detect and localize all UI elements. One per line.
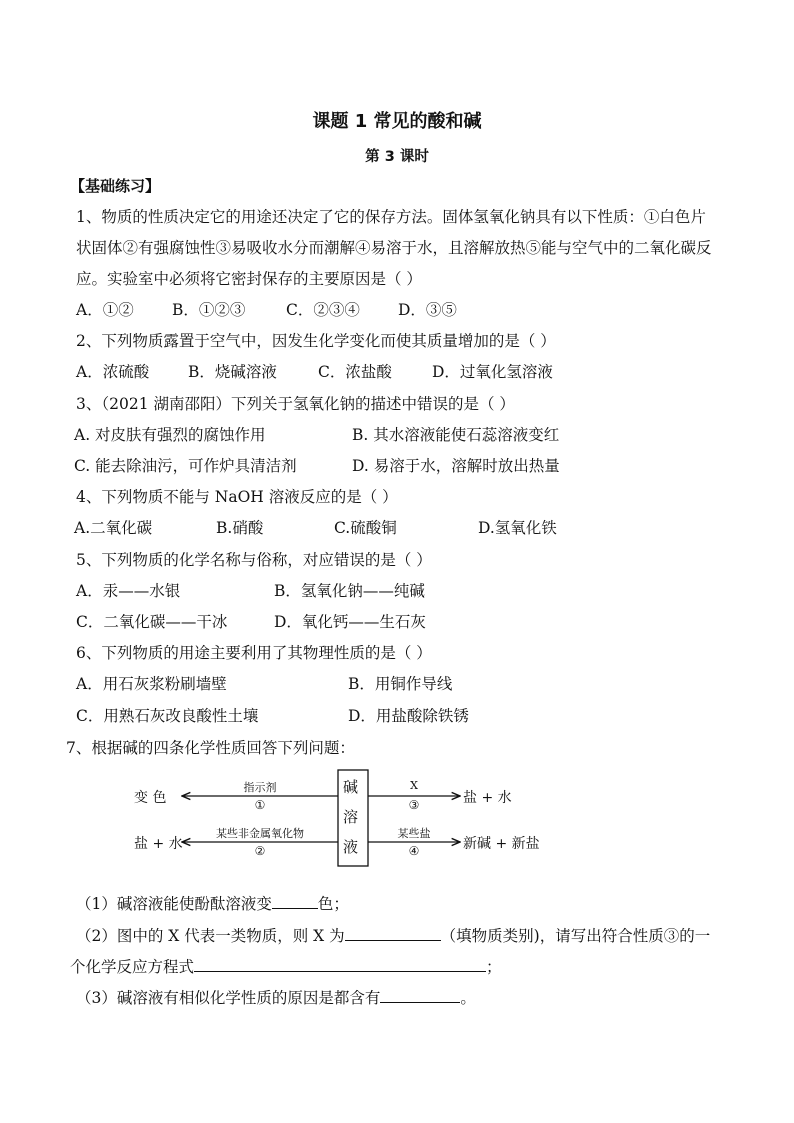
arrow-4-label: 某些盐 xyxy=(397,827,431,840)
arrow-4-number: ④ xyxy=(408,844,420,858)
section-heading: 【基础练习】 xyxy=(70,177,161,195)
q4-option-c: C.硫酸铜 xyxy=(334,519,397,537)
q7-sub1-blank[interactable] xyxy=(272,892,318,909)
q5-option-b: B．氢氧化钠——纯碱 xyxy=(274,582,425,600)
q1-option-a: A．①② xyxy=(76,301,134,319)
q1-stem-line1: 1、物质的性质决定它的用途还决定了它的保存方法。固体氢氧化钠具有以下性质：①白色片 xyxy=(76,208,706,226)
q6-option-b: B．用铜作导线 xyxy=(348,675,453,693)
q3-option-a: A. 对皮肤有强烈的腐蚀作用 xyxy=(74,426,266,444)
q7-sub3-text: （3）碱溶液有相似化学性质的原因是都含有 xyxy=(76,989,381,1007)
q7-sub2-line2-text: 个化学反应方程式 xyxy=(70,958,195,976)
lesson-subtitle: 第 3 课时 xyxy=(365,149,429,165)
q3-option-d: D. 易溶于水，溶解时放出热量 xyxy=(352,457,560,475)
q7-sub3-blank[interactable] xyxy=(380,986,460,1003)
q7-sub2-end: ； xyxy=(486,958,502,976)
center-char-1: 碱 xyxy=(343,778,359,796)
q7-sub2-text-mid: （填物质类别)，请写出符合性质③的一 xyxy=(440,927,711,945)
arrow-2-label: 某些非金属氧化物 xyxy=(216,827,304,840)
q7-sub1 xyxy=(76,892,349,914)
q5-option-a: A．汞——水银 xyxy=(76,582,181,600)
q5-option-d: D．氧化钙——生石灰 xyxy=(274,613,426,631)
q1-option-d: D．③⑤ xyxy=(398,301,457,319)
arrow-3-label: X xyxy=(410,779,418,792)
q2-option-d: D．过氧化氢溶液 xyxy=(432,363,553,381)
q1-stem-line3: 应。实验室中必须将它密封保存的主要原因是（ ） xyxy=(76,270,422,288)
left-top-result: 变 色 xyxy=(134,790,167,806)
q5-stem: 5、下列物质的化学名称与俗称，对应错误的是（ ） xyxy=(76,551,432,569)
q7-sub3 xyxy=(76,986,476,1008)
q4-stem: 4、下列物质不能与 NaOH 溶液反应的是（ ） xyxy=(76,488,398,506)
center-char-2: 溶 xyxy=(343,808,359,826)
q2-stem: 2、下列物质露置于空气中，因发生化学变化而使其质量增加的是（ ） xyxy=(76,332,556,350)
q2-option-c: C．浓盐酸 xyxy=(318,363,392,381)
q5-option-c: C．二氧化碳——干冰 xyxy=(76,613,228,631)
q3-option-b: B. 其水溶液能使石蕊溶液变红 xyxy=(352,426,560,444)
base-properties-diagram xyxy=(120,768,560,868)
q7-sub2-equation-blank[interactable] xyxy=(194,955,486,972)
q7-sub2-blank[interactable] xyxy=(345,924,441,941)
arrow-1-number: ① xyxy=(254,798,266,812)
arrow-2-number: ② xyxy=(254,844,266,858)
q7-sub3-end: 。 xyxy=(460,989,476,1007)
q4-option-a: A.二氧化碳 xyxy=(74,519,153,537)
q7-sub1-end: 色； xyxy=(317,895,349,913)
q4-option-b: B.硝酸 xyxy=(216,519,264,537)
q6-option-d: D．用盐酸除铁锈 xyxy=(348,707,469,725)
q1-option-c: C．②③④ xyxy=(286,301,360,319)
page-title: 课题 1 常见的酸和碱 xyxy=(312,111,482,132)
arrow-1-label: 指示剂 xyxy=(243,781,277,794)
right-top-result: 盐 + 水 xyxy=(463,790,512,806)
q4-option-d: D.氢氧化铁 xyxy=(478,519,557,537)
center-char-3: 液 xyxy=(343,838,359,856)
q7-sub1-text: （1）碱溶液能使酚酞溶液变 xyxy=(76,895,272,913)
q7-stem: 7、根据碱的四条化学性质回答下列问题： xyxy=(66,739,355,757)
q6-option-c: C．用熟石灰改良酸性土壤 xyxy=(76,707,259,725)
q6-stem: 6、下列物质的用途主要利用了其物理性质的是（ ） xyxy=(76,644,432,662)
q7-sub2-line2 xyxy=(70,955,502,977)
q1-option-b: B．①②③ xyxy=(172,301,246,319)
q3-option-c: C. 能去除油污，可作炉具清洁剂 xyxy=(74,457,297,475)
q7-sub2 xyxy=(76,924,710,946)
arrow-3-number: ③ xyxy=(408,798,420,812)
q3-stem: 3、（2021 湖南邵阳）下列关于氢氧化钠的描述中错误的是（ ） xyxy=(76,395,515,413)
q6-option-a: A．用石灰浆粉刷墙壁 xyxy=(76,675,227,693)
q7-sub2-text: （2）图中的 X 代表一类物质，则 X 为 xyxy=(76,927,345,945)
left-bottom-result: 盐 + 水 xyxy=(134,836,183,852)
q2-option-b: B．烧碱溶液 xyxy=(188,363,277,381)
q1-stem-line2: 状固体②有强腐蚀性③易吸收水分而潮解④易溶于水，且溶解放热⑤能与空气中的二氧化碳反 xyxy=(76,239,712,257)
q2-option-a: A．浓硫酸 xyxy=(76,363,150,381)
right-bottom-result: 新碱 + 新盐 xyxy=(463,836,540,852)
